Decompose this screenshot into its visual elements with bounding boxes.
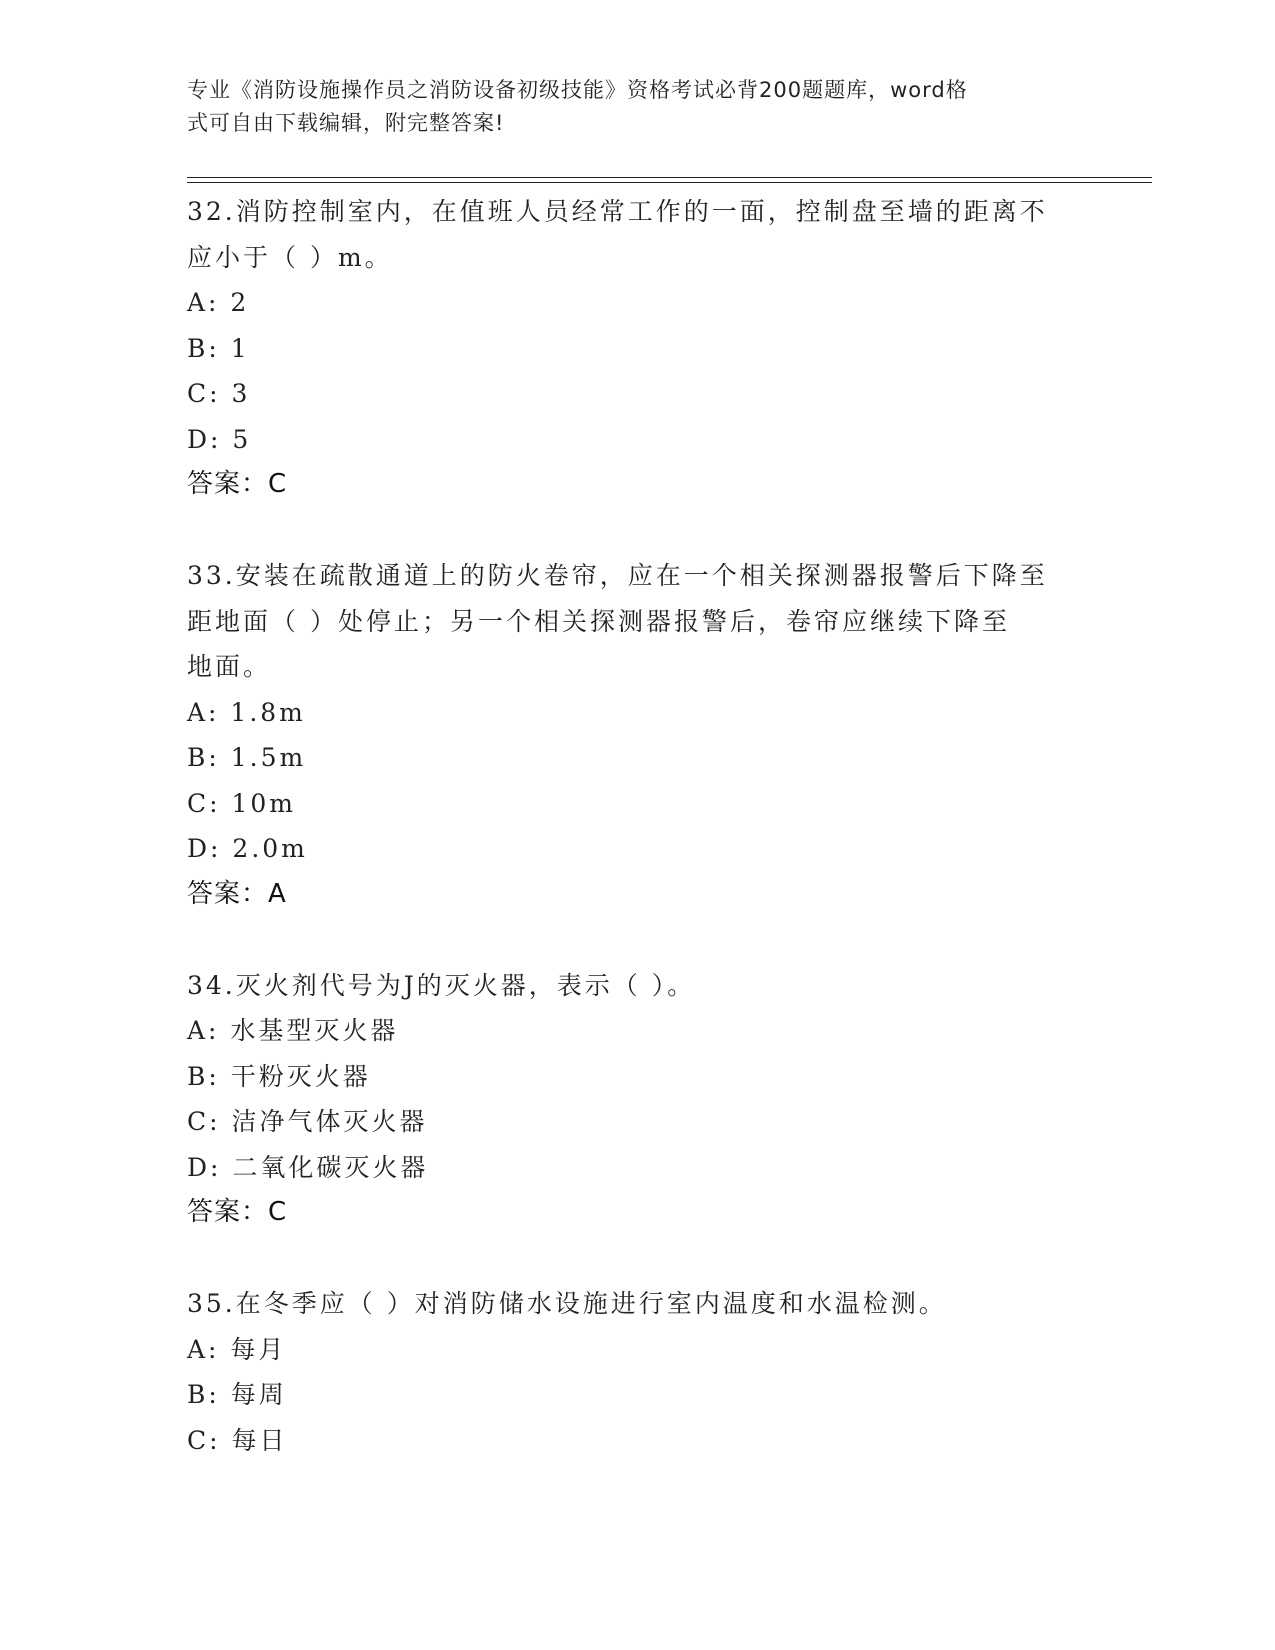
question-35-text-line-1: 35.在冬季应（ ）对消防储水设施进行室内温度和水温检测。 bbox=[187, 1289, 947, 1318]
header-line-1: 专业《消防设施操作员之消防设备初级技能》资格考试必背200题题库，word格 bbox=[187, 78, 968, 102]
question-34-option-c: C: 洁净气体灭火器 bbox=[187, 1107, 428, 1136]
question-35-option-a: A: 每月 bbox=[187, 1334, 287, 1364]
question-32-option-a: A: 2 bbox=[187, 288, 250, 317]
question-32-option-b: B: 1 bbox=[187, 333, 250, 363]
question-33-option-b: B: 1.5m bbox=[187, 743, 307, 772]
question-35-option-c: C: 每日 bbox=[187, 1425, 288, 1455]
question-34-option-a: A: 水基型灭火器 bbox=[187, 1016, 399, 1045]
question-separator bbox=[187, 508, 1087, 554]
question-34-option-b: B: 干粉灭火器 bbox=[187, 1061, 371, 1091]
document-header bbox=[187, 74, 1067, 140]
question-35 bbox=[187, 1281, 1087, 1463]
question-34-answer: 答案：C bbox=[187, 1197, 288, 1227]
question-33-option-a: A: 1.8m bbox=[187, 697, 306, 727]
question-32-answer: 答案：C bbox=[187, 469, 288, 499]
question-33-text-line-2: 距地面（ ）处停止；另一个相关探测器报警后，卷帘应继续下降至 bbox=[187, 606, 1010, 636]
header-divider-bottom bbox=[187, 182, 1152, 183]
header-divider-top bbox=[187, 177, 1152, 178]
question-35-option-b: B: 每周 bbox=[187, 1380, 287, 1409]
question-34-text-line-1: 34.灭火剂代号为J的灭火器，表示（ ）。 bbox=[187, 970, 696, 1000]
header-line-2: 式可自由下载编辑，附完整答案! bbox=[187, 111, 505, 135]
question-list bbox=[187, 189, 1087, 1463]
question-32-text-line-2: 应小于（ ）m。 bbox=[187, 242, 393, 272]
question-33-text-line-1: 33.安装在疏散通道上的防火卷帘，应在一个相关探测器报警后下降至 bbox=[187, 561, 1048, 590]
question-separator bbox=[187, 917, 1087, 963]
question-34 bbox=[187, 963, 1087, 1236]
question-separator bbox=[187, 1236, 1087, 1282]
question-34-option-d: D: 二氧化碳灭火器 bbox=[187, 1152, 429, 1182]
question-32 bbox=[187, 189, 1087, 508]
question-32-text-line-1: 32.消防控制室内，在值班人员经常工作的一面，控制盘至墙的距离不 bbox=[187, 197, 1048, 226]
question-33-option-c: C: 10m bbox=[187, 788, 297, 818]
question-33-option-d: D: 2.0m bbox=[187, 834, 308, 863]
question-32-option-d: D: 5 bbox=[187, 424, 252, 454]
question-33 bbox=[187, 553, 1087, 917]
question-33-answer: 答案：A bbox=[187, 878, 287, 909]
question-32-option-c: C: 3 bbox=[187, 379, 251, 408]
question-33-text-line-3: 地面。 bbox=[187, 652, 272, 681]
